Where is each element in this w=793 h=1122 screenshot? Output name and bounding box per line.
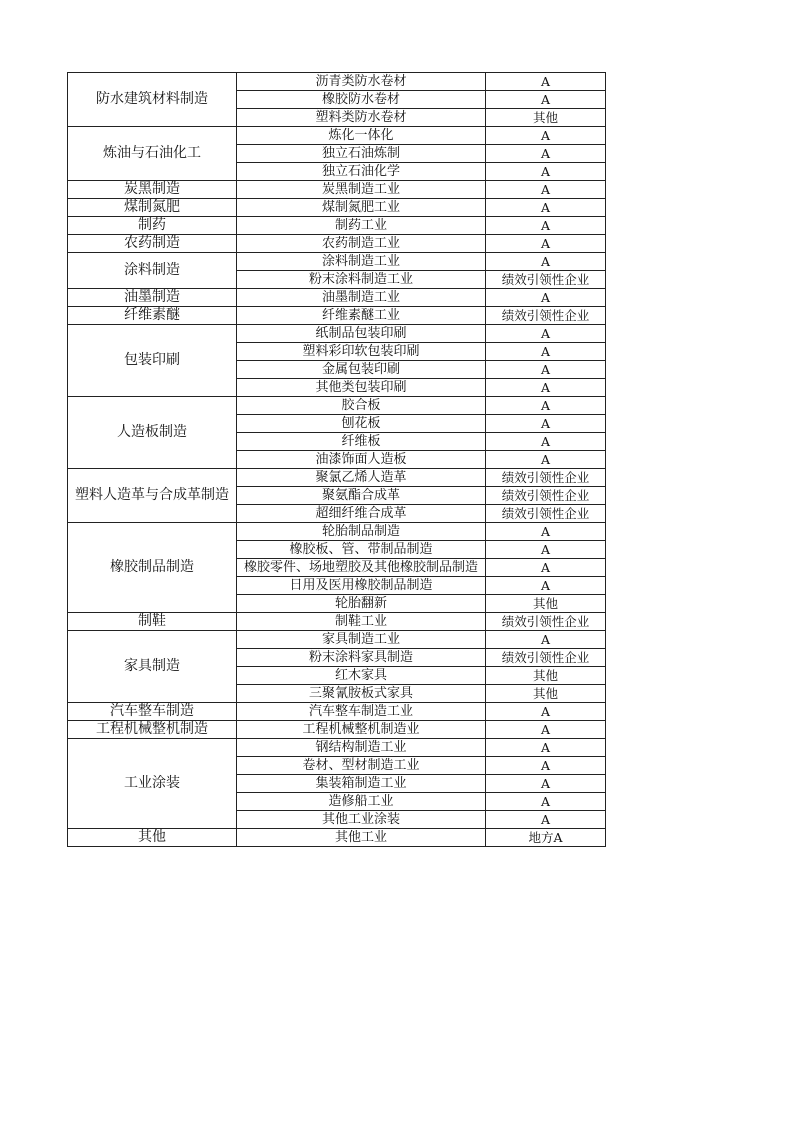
subcategory-cell: 汽车整车制造工业 [237, 703, 486, 721]
category-cell: 制鞋 [68, 613, 237, 631]
category-cell: 防水建筑材料制造 [68, 73, 237, 127]
table-row [68, 829, 606, 847]
subcategory-cell: 金属包装印刷 [237, 361, 486, 379]
grade-cell: A [486, 775, 606, 793]
table-row [68, 127, 606, 145]
table-row [68, 199, 606, 217]
subcategory-cell: 红木家具 [237, 667, 486, 685]
subcategory-cell: 油墨制造工业 [237, 289, 486, 307]
grade-cell: 绩效引领性企业 [486, 613, 606, 631]
table-row [68, 217, 606, 235]
grade-cell: A [486, 739, 606, 757]
table-row [68, 307, 606, 325]
table-row [68, 397, 606, 415]
grade-cell: A [486, 379, 606, 397]
category-cell: 涂料制造 [68, 253, 237, 289]
table-row [68, 235, 606, 253]
industry-grade-table [67, 72, 606, 847]
grade-cell: 绩效引领性企业 [486, 487, 606, 505]
subcategory-cell: 三聚氰胺板式家具 [237, 685, 486, 703]
subcategory-cell: 油漆饰面人造板 [237, 451, 486, 469]
table-row [68, 631, 606, 649]
grade-cell: 绩效引领性企业 [486, 505, 606, 523]
subcategory-cell: 其他工业 [237, 829, 486, 847]
table-row [68, 523, 606, 541]
grade-cell: A [486, 631, 606, 649]
subcategory-cell: 胶合板 [237, 397, 486, 415]
subcategory-cell: 独立石油化学 [237, 163, 486, 181]
subcategory-cell: 其他工业涂装 [237, 811, 486, 829]
subcategory-cell: 沥青类防水卷材 [237, 73, 486, 91]
subcategory-cell: 塑料类防水卷材 [237, 109, 486, 127]
category-cell: 制药 [68, 217, 237, 235]
grade-cell: A [486, 199, 606, 217]
subcategory-cell: 粉末涂料制造工业 [237, 271, 486, 289]
grade-cell: 绩效引领性企业 [486, 469, 606, 487]
grade-cell: A [486, 73, 606, 91]
grade-cell: A [486, 811, 606, 829]
subcategory-cell: 煤制氮肥工业 [237, 199, 486, 217]
grade-cell: A [486, 523, 606, 541]
category-cell: 其他 [68, 829, 237, 847]
subcategory-cell: 造修船工业 [237, 793, 486, 811]
grade-cell: 地方A [486, 829, 606, 847]
table-row [68, 325, 606, 343]
subcategory-cell: 独立石油炼制 [237, 145, 486, 163]
subcategory-cell: 炼化一体化 [237, 127, 486, 145]
subcategory-cell: 集装箱制造工业 [237, 775, 486, 793]
category-cell: 炭黑制造 [68, 181, 237, 199]
subcategory-cell: 聚氯乙烯人造革 [237, 469, 486, 487]
grade-cell: A [486, 163, 606, 181]
grade-cell: A [486, 181, 606, 199]
table-row [68, 613, 606, 631]
grade-cell: A [486, 721, 606, 739]
grade-cell: A [486, 433, 606, 451]
category-cell: 人造板制造 [68, 397, 237, 469]
subcategory-cell: 轮胎制品制造 [237, 523, 486, 541]
grade-cell: 绩效引领性企业 [486, 649, 606, 667]
subcategory-cell: 橡胶零件、场地塑胶及其他橡胶制品制造 [237, 559, 486, 577]
category-cell: 汽车整车制造 [68, 703, 237, 721]
category-cell: 工业涂装 [68, 739, 237, 829]
category-cell: 炼油与石油化工 [68, 127, 237, 181]
grade-cell: A [486, 91, 606, 109]
subcategory-cell: 纤维素醚工业 [237, 307, 486, 325]
grade-cell: A [486, 235, 606, 253]
grade-cell: 其他 [486, 667, 606, 685]
table-row [68, 721, 606, 739]
grade-cell: 其他 [486, 595, 606, 613]
grade-cell: 其他 [486, 109, 606, 127]
subcategory-cell: 工程机械整机制造业 [237, 721, 486, 739]
grade-cell: A [486, 415, 606, 433]
category-cell: 包装印刷 [68, 325, 237, 397]
grade-cell: A [486, 343, 606, 361]
grade-cell: A [486, 703, 606, 721]
subcategory-cell: 粉末涂料家具制造 [237, 649, 486, 667]
category-cell: 油墨制造 [68, 289, 237, 307]
table-row [68, 73, 606, 91]
category-cell: 塑料人造革与合成革制造 [68, 469, 237, 523]
grade-cell: A [486, 253, 606, 271]
subcategory-cell: 家具制造工业 [237, 631, 486, 649]
subcategory-cell: 制药工业 [237, 217, 486, 235]
grade-cell: A [486, 145, 606, 163]
subcategory-cell: 其他类包装印刷 [237, 379, 486, 397]
subcategory-cell: 纸制品包装印刷 [237, 325, 486, 343]
subcategory-cell: 纤维板 [237, 433, 486, 451]
subcategory-cell: 橡胶板、管、带制品制造 [237, 541, 486, 559]
grade-cell: A [486, 325, 606, 343]
grade-cell: A [486, 451, 606, 469]
subcategory-cell: 钢结构制造工业 [237, 739, 486, 757]
subcategory-cell: 农药制造工业 [237, 235, 486, 253]
table-row [68, 181, 606, 199]
table-row [68, 703, 606, 721]
category-cell: 橡胶制品制造 [68, 523, 237, 613]
subcategory-cell: 聚氨酯合成革 [237, 487, 486, 505]
table-row [68, 469, 606, 487]
subcategory-cell: 塑料彩印软包装印刷 [237, 343, 486, 361]
category-cell: 工程机械整机制造 [68, 721, 237, 739]
grade-cell: A [486, 289, 606, 307]
category-cell: 纤维素醚 [68, 307, 237, 325]
subcategory-cell: 超细纤维合成革 [237, 505, 486, 523]
grade-cell: A [486, 127, 606, 145]
grade-cell: 其他 [486, 685, 606, 703]
grade-cell: 绩效引领性企业 [486, 271, 606, 289]
category-cell: 家具制造 [68, 631, 237, 703]
grade-cell: A [486, 397, 606, 415]
grade-cell: 绩效引领性企业 [486, 307, 606, 325]
grade-cell: A [486, 541, 606, 559]
category-cell: 煤制氮肥 [68, 199, 237, 217]
subcategory-cell: 轮胎翻新 [237, 595, 486, 613]
subcategory-cell: 制鞋工业 [237, 613, 486, 631]
table-row [68, 253, 606, 271]
table-row [68, 739, 606, 757]
subcategory-cell: 刨花板 [237, 415, 486, 433]
grade-cell: A [486, 361, 606, 379]
category-cell: 农药制造 [68, 235, 237, 253]
grade-cell: A [486, 757, 606, 775]
subcategory-cell: 日用及医用橡胶制品制造 [237, 577, 486, 595]
grade-cell: A [486, 217, 606, 235]
subcategory-cell: 橡胶防水卷材 [237, 91, 486, 109]
subcategory-cell: 炭黑制造工业 [237, 181, 486, 199]
table-row [68, 289, 606, 307]
grade-cell: A [486, 793, 606, 811]
grade-cell: A [486, 559, 606, 577]
grade-cell: A [486, 577, 606, 595]
subcategory-cell: 涂料制造工业 [237, 253, 486, 271]
table-body [68, 73, 606, 847]
subcategory-cell: 卷材、型材制造工业 [237, 757, 486, 775]
